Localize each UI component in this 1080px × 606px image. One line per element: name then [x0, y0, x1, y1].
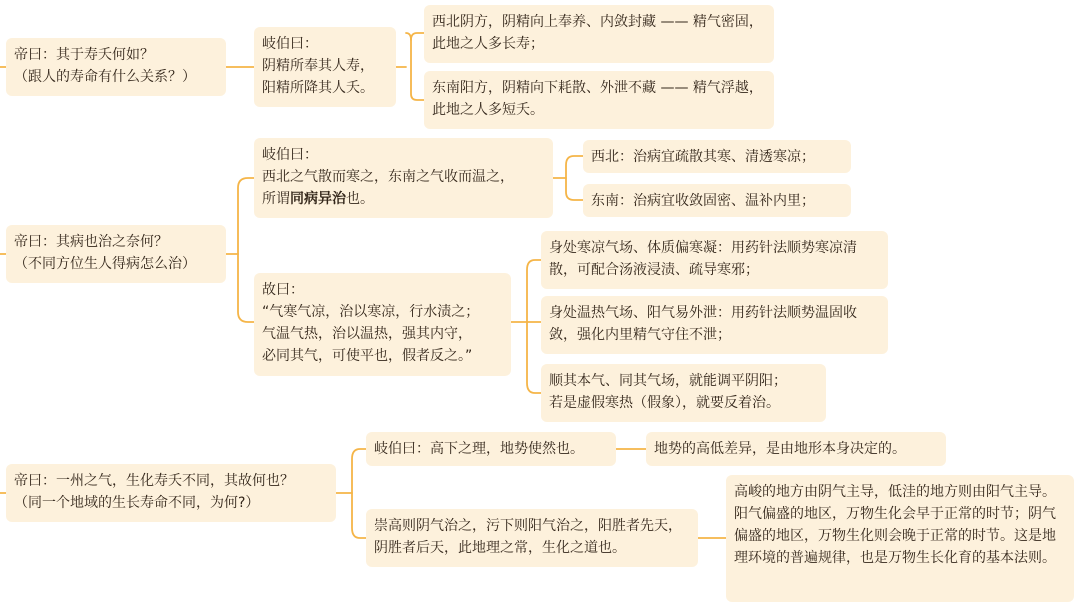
connector	[238, 178, 254, 254]
connector	[566, 156, 583, 178]
question-node-lifespan: 帝曰：其于寿夭何如？ （跟人的寿命有什么关系？）	[6, 38, 226, 96]
detail-node-northwest: 西北阴方，阴精向上奉养、内敛封藏 —— 精气密固，此地之人多长寿；	[424, 5, 774, 63]
detail-node-northwest-treat: 西北：治病宜疏散其寒、清透寒凉；	[583, 140, 851, 173]
emphasis-term: 同病异治	[290, 191, 346, 207]
connector	[352, 493, 366, 538]
question-node-terrain: 帝曰：一州之气，生化寿夭不同，其故何也？ （同一个地域的生长寿命不同，为何?）	[6, 464, 336, 522]
connector	[527, 322, 541, 393]
connector	[411, 33, 424, 40]
detail-node-terrain: 地势的高低差异，是由地形本身决定的。	[646, 432, 946, 466]
answer-text: 岐伯曰： 西北之气散而寒之，东南之气收而温之， 所谓	[262, 147, 514, 207]
detail-node-southeast: 东南阳方，阴精向下耗散、外泄不藏 —— 精气浮越，此地之人多短夭。	[424, 71, 774, 129]
detail-node-southeast-treat: 东南：治病宜收敛固密、温补内里；	[583, 184, 851, 217]
detail-node-warm: 身处温热气场、阳气易外泄：用药针法顺势温固收敛，强化内里精气守住不泄；	[541, 296, 888, 354]
detail-node-cold: 身处寒凉气场、体质偏寒凝：用药针法顺势寒凉清散，可配合汤液浸渍、疏导寒邪；	[541, 231, 888, 289]
answer-node-same-disease	[254, 138, 553, 218]
connector	[406, 33, 424, 100]
answer-node-yin-yang: 崇高则阴气治之，污下则阳气治之，阳胜者先天，阴胜者后天，此地理之常，生化之道也。	[366, 509, 698, 567]
connector	[566, 178, 583, 200]
question-node-treatment: 帝曰：其病也治之奈何？ （不同方位生人得病怎么治）	[6, 225, 226, 283]
detail-node-growth: 高峻的地方由阴气主导，低洼的地方则由阳气主导。阳气偏盛的地区，万物生化会早于正常的时节；阴气偏盛的地区，万物生化则会晚于正常的时节。这是地理环境的普遍规律，也是万物生长化育的基本法则。	[726, 475, 1074, 602]
answer-node-lifespan: 岐伯曰： 阴精所奉其人寿， 阳精所降其人夭。	[254, 27, 396, 107]
connector	[238, 254, 254, 322]
connector	[527, 260, 541, 322]
answer-text-end: 也。	[346, 191, 374, 207]
answer-node-quote: 故曰： “气寒气凉，治以寒凉，行水渍之； 气温气热，治以温热，强其内守， 必同其气，可使平也，假者反之。”	[254, 273, 511, 376]
answer-node-terrain: 岐伯曰：高下之理，地势使然也。	[366, 432, 616, 466]
detail-node-balance: 顺其本气、同其气场，就能调平阴阳； 若是虚假寒热（假象），就要反着治。	[541, 364, 826, 422]
connector	[352, 449, 366, 493]
